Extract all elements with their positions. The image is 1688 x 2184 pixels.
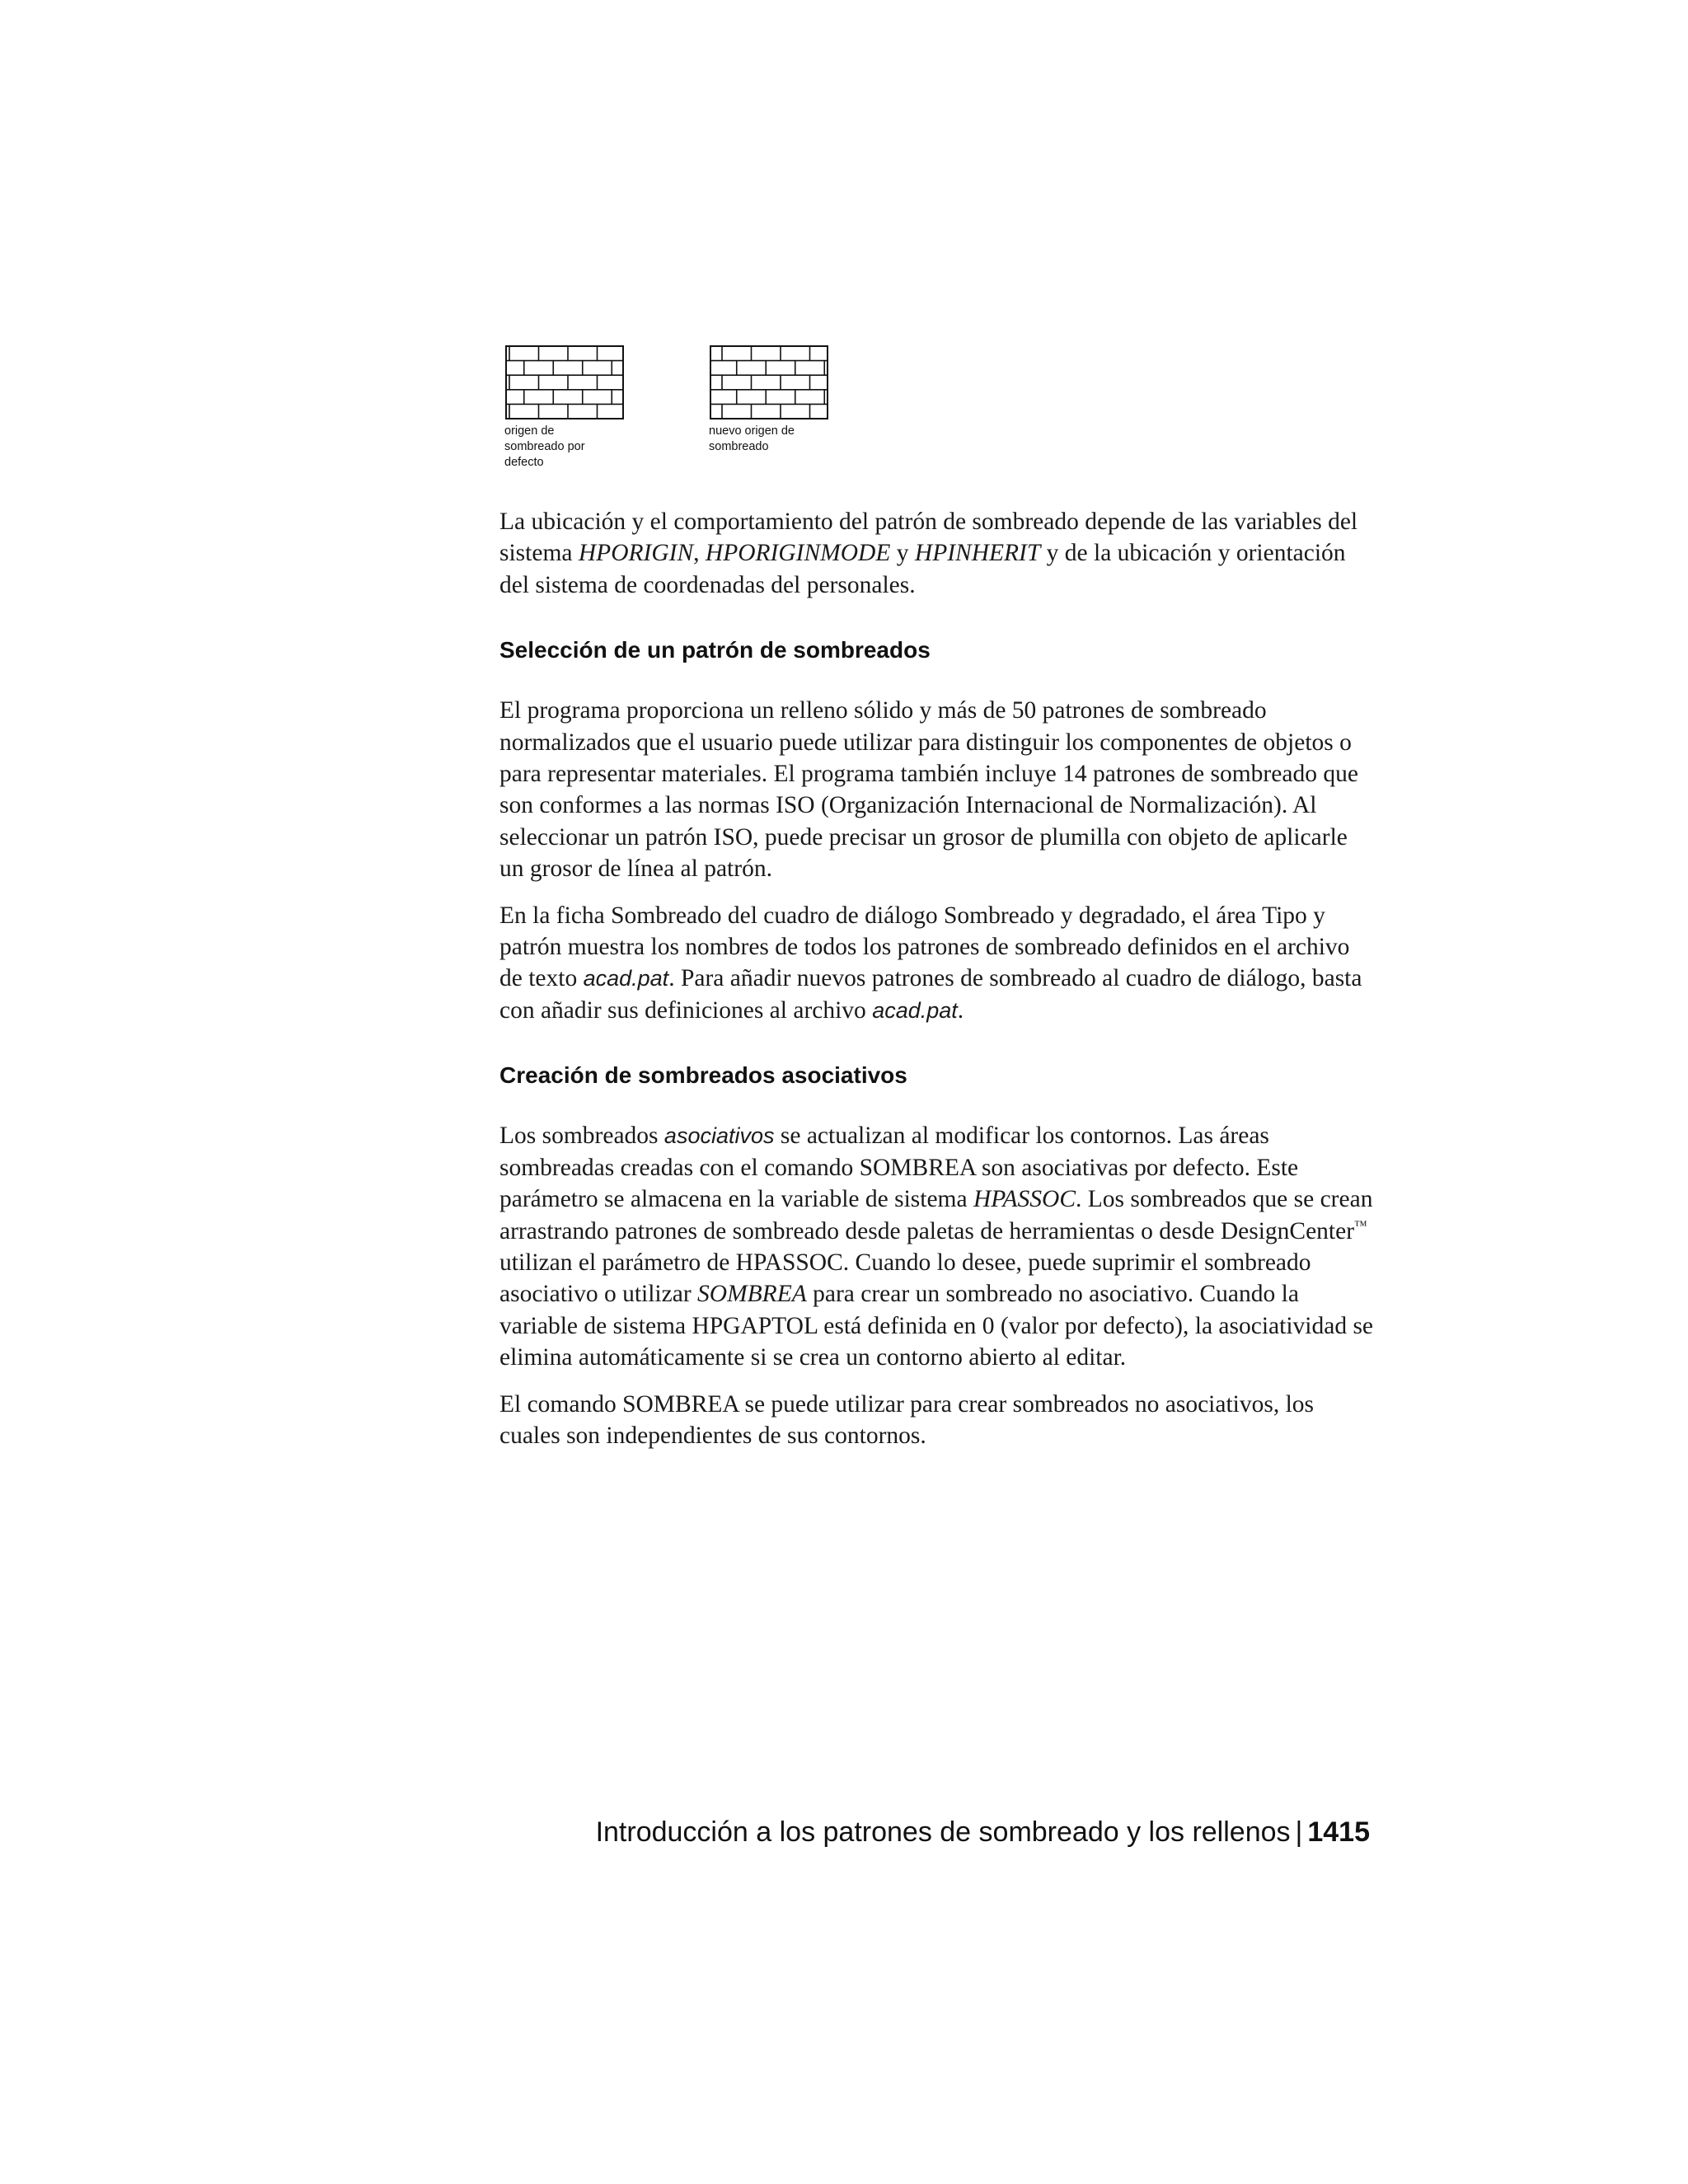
- paragraph: Los sombreados asociativos se actualizan al modificar los contornos. Las áreas sombreadas creadas con el comando SOMBREA son asociativas por defecto. Este parámetro se almacena en la variable de sistema HPASSOC. Los sombreados que se crean arrastrando patrones de sombreado desde paletas de herramientas o desde DesignCenter™ utilizan el parámetro de HPASSOC. Cuando lo desee, puede suprimir el sombreado asociativo o utilizar SOMBREA para crear un sombreado no asociativo. Cuando la variable de sistema HPGAPTOL está definida en 0 (valor por defecto), la asociatividad se elimina automáticamente si se crea un contorno abierto al editar.: [499, 1122, 1374, 1371]
- page-number: 1415: [1307, 1816, 1370, 1848]
- intro-paragraph: La ubicación y el comportamiento del patrón de sombreado depende de las variables del sistema HPORIGIN, HPORIGINMODE y HPINHERIT y de la ubicación y orientación del sistema de coordenadas del personales.: [499, 509, 1358, 598]
- system-variable: HPORIGINMODE: [705, 540, 891, 567]
- footer-separator: |: [1295, 1816, 1303, 1848]
- system-variable: HPORIGIN: [578, 540, 694, 567]
- figure-default-origin: [504, 344, 625, 471]
- paragraph: En la ficha Sombreado del cuadro de diálogo Sombreado y degradado, el área Tipo y patrón muestra los nombres de todos los patrones de sombreado definidos en el archivo de texto acad.pat. Para añadir nuevos patrones de sombreado al cuadro de diálogo, basta con añadir sus definiciones al archivo acad.pat.: [499, 902, 1362, 1024]
- page-body: [499, 506, 1375, 1451]
- figure-new-origin: [709, 344, 829, 455]
- trademark-symbol: ™: [1354, 1218, 1367, 1233]
- term: asociativos: [663, 1123, 775, 1149]
- footer-title: Introducción a los patrones de sombreado y los rellenos: [595, 1816, 1291, 1848]
- brick-hatch-pattern-icon: [504, 344, 625, 420]
- caption-line: defecto: [504, 456, 544, 469]
- command-name: SOMBREA: [697, 1281, 807, 1308]
- paragraph: El comando SOMBREA se puede utilizar para crear sombreados no asociativos, los cuales son independientes de sus contornos.: [499, 1390, 1315, 1449]
- system-variable: HPINHERIT: [914, 540, 1041, 567]
- file-name: acad.pat: [583, 966, 669, 991]
- caption-line: sombreado por: [504, 440, 585, 453]
- file-name: acad.pat: [872, 997, 958, 1023]
- page-footer: [596, 1814, 1370, 1850]
- hatch-origin-figures: [504, 344, 917, 485]
- hatch-boundary: [506, 346, 623, 419]
- caption-line: origen de: [504, 424, 555, 438]
- brick-hatch-pattern-icon: [709, 344, 829, 420]
- figure-caption: [504, 424, 612, 471]
- section-heading: Creación de sombreados asociativos: [499, 1062, 907, 1089]
- section-heading: Selección de un patrón de sombreados: [499, 637, 931, 663]
- caption-line: nuevo origen de: [709, 424, 795, 438]
- figure-caption: [709, 424, 816, 455]
- caption-line: sombreado: [709, 440, 769, 453]
- system-variable: HPASSOC: [973, 1186, 1076, 1213]
- paragraph: El programa proporciona un relleno sólido y más de 50 patrones de sombreado normalizados que el usuario puede utilizar para distinguir los componentes de objetos o para representar materiales. El programa también incluye 14 patrones de sombreado que son conformes a las normas ISO (Organización Internacional de Normalización). Al seleccionar un patrón ISO, puede precisar un grosor de plumilla con objeto de aplicarle un grosor de línea al patrón.: [499, 697, 1358, 883]
